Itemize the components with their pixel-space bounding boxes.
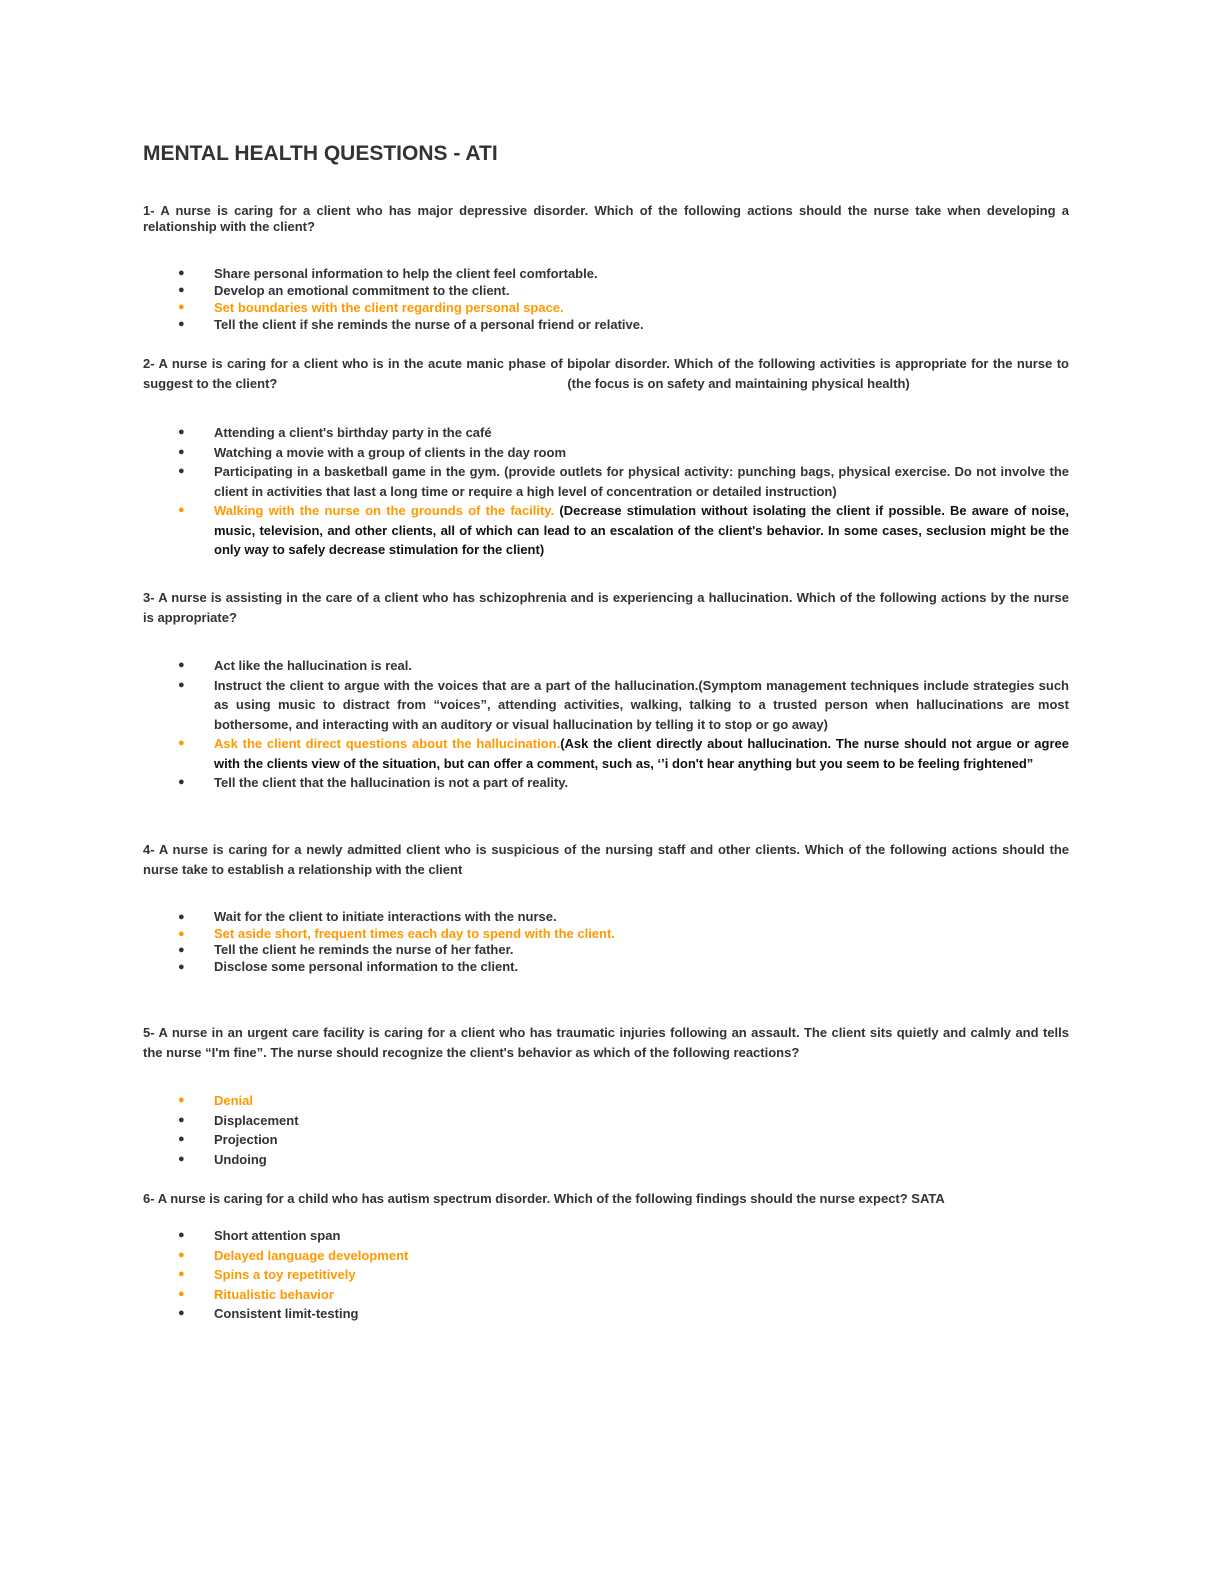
question-text: 3- A nurse is assisting in the care of a client who has schizophrenia and is experiencing a hallucination. Which of the following actions by the nurse is appropriate? [143, 590, 1069, 625]
question-text: 1- A nurse is caring for a client who has major depressive disorder. Which of the following actions should the nurse take when developing a relationship with the client? [143, 203, 1069, 234]
option-text: Tell the client that the hallucination is not a part of reality. [214, 775, 569, 790]
bullet-icon: ● [178, 659, 185, 671]
answer-option [143, 316, 1069, 333]
answer-option [143, 265, 1069, 282]
answer-option [143, 282, 1069, 299]
question-text: 4- A nurse is caring for a newly admitted client who is suspicious of the nursing staff and other clients. Which of the following actions should the nurse take to establish a relationship with the client [143, 842, 1069, 877]
option-text: Displacement [214, 1112, 299, 1128]
bullet-icon: ● [178, 426, 185, 438]
question-stem [143, 1023, 1069, 1062]
answer-options [143, 423, 1069, 560]
option-text: Ask the client direct questions about the hallucination. [214, 736, 561, 751]
question-text: 2- A nurse is caring for a client who is in the acute manic phase of bipolar disorder. Which of the following activities is appropriate for the nurse to suggest to the client? [143, 356, 1069, 391]
option-rationale: (Decrease stimulation without isolating the client if possible. Be aware of noise, music, television, and other clients, all of which can lead to an escalation of the client's behavior. In some cases, seclusion might be the only way to safely decrease stimulation for the client) [214, 503, 1069, 557]
bullet-icon: ● [178, 301, 185, 313]
option-text: Wait for the client to initiate interactions with the nurse. [214, 909, 557, 924]
answer-option [143, 423, 1069, 443]
bullet-icon: ● [178, 1248, 185, 1261]
answer-option [143, 443, 1069, 463]
option-text: Instruct the client to argue with the voices that are a part of the hallucination.(Symptom management techniques include strategies such as using music to distract from “voices”, attending activities, walking, talking to a trusted person when hallucinations are most bothersome, and interacting with an auditory or visual hallucination by telling it to stop or go away) [214, 677, 1069, 732]
option-text: Undoing [214, 1151, 267, 1167]
option-text: Consistent limit-testing [214, 1306, 359, 1321]
bullet-icon: ● [178, 445, 185, 458]
answer-option [143, 676, 1069, 735]
question-stem [143, 354, 1069, 394]
answer-options [143, 656, 1069, 793]
answer-option [143, 1304, 1069, 1324]
question-stem [143, 203, 1069, 235]
option-text: Set aside short, frequent times each day to spend with the client. [214, 925, 615, 941]
answer-option-correct [143, 501, 1069, 560]
answer-option-correct [143, 1265, 1069, 1285]
answer-option [143, 909, 1069, 926]
answer-option-correct [143, 926, 1069, 943]
page-title: MENTAL HEALTH QUESTIONS - ATI [143, 142, 498, 165]
bullet-icon: ● [178, 284, 185, 296]
bullet-icon: ● [178, 944, 185, 956]
answer-option [143, 656, 1069, 676]
answer-option [143, 1111, 1069, 1131]
question-stem [143, 1189, 1069, 1209]
option-text: Projection [214, 1132, 278, 1147]
bullet-icon: ● [178, 1152, 185, 1165]
question-text: 5- A nurse in an urgent care facility is caring for a client who has traumatic injuries following an assault. The client sits quietly and calmly and tells the nurse “I'm fine”. The nurse should recognize the client's behavior as which of the following reactions? [143, 1025, 1069, 1060]
option-text: Delayed language development [214, 1247, 409, 1263]
answer-option-correct [143, 299, 1069, 316]
bullet-icon: ● [178, 1307, 185, 1319]
answer-option [143, 462, 1069, 501]
option-text: Disclose some personal information to the client. [214, 958, 519, 974]
question-note: (the focus is on safety and maintaining physical health) [567, 376, 910, 391]
answer-option-correct [143, 1285, 1069, 1305]
option-text: Participating in a basketball game in the gym. (provide outlets for physical activity: punching bags, physical exercise. Do not involve the client in activities that last a long time or require a high level of concentration or detailed instruction) [214, 464, 1069, 499]
option-text: Act like the hallucination is real. [214, 658, 412, 673]
bullet-icon: ● [178, 1133, 185, 1145]
bullet-icon: ● [178, 678, 185, 691]
bullet-icon: ● [178, 267, 185, 279]
bullet-icon: ● [178, 776, 185, 788]
answer-options [143, 1226, 1069, 1324]
answer-option [143, 959, 1069, 976]
bullet-icon: ● [178, 1094, 185, 1106]
option-text: Set boundaries with the client regarding personal space. [214, 300, 564, 315]
answer-options [143, 1091, 1069, 1169]
bullet-icon: ● [178, 318, 185, 330]
option-text: Walking with the nurse on the grounds of the facility. [214, 503, 555, 518]
answer-option [143, 1150, 1069, 1170]
answer-option [143, 1130, 1069, 1150]
bullet-icon: ● [178, 960, 185, 973]
answer-option [143, 942, 1069, 959]
option-rationale: (Ask the client directly about hallucination. The nurse should not argue or agree with the clients view of the situation, but can offer a comment, such as, ‘’i don't hear anything but you seem to be feeling frightened” [214, 736, 1069, 771]
bullet-icon: ● [178, 911, 185, 923]
bullet-icon: ● [178, 465, 185, 477]
bullet-icon: ● [178, 927, 185, 940]
option-text: Tell the client if she reminds the nurse of a personal friend or relative. [214, 317, 644, 332]
bullet-icon: ● [178, 1268, 185, 1280]
answer-options [143, 909, 1069, 975]
answer-option-correct [143, 1091, 1069, 1111]
option-text: Spins a toy repetitively [214, 1267, 356, 1282]
answer-option [143, 1226, 1069, 1246]
option-text: Develop an emotional commitment to the client. [214, 283, 510, 298]
bullet-icon: ● [178, 1113, 185, 1126]
question-stem [143, 840, 1069, 879]
question-text: 6- A nurse is caring for a child who has autism spectrum disorder. Which of the following findings should the nurse expect? SATA [143, 1191, 945, 1206]
option-text: Watching a movie with a group of clients in the day room [214, 444, 566, 460]
option-text: Short attention span [214, 1228, 341, 1243]
answer-option-correct [143, 1246, 1069, 1266]
bullet-icon: ● [178, 504, 185, 516]
answer-options [143, 265, 1069, 333]
option-text: Share personal information to help the client feel comfortable. [214, 266, 598, 281]
option-text: Ritualistic behavior [214, 1286, 334, 1302]
answer-option [143, 773, 1069, 793]
answer-option-correct [143, 734, 1069, 773]
bullet-icon: ● [178, 1229, 185, 1241]
option-text: Attending a client's birthday party in the café [214, 425, 492, 440]
option-text: Tell the client he reminds the nurse of her father. [214, 942, 514, 957]
bullet-icon: ● [178, 737, 185, 749]
bullet-icon: ● [178, 1287, 185, 1300]
question-stem [143, 588, 1069, 627]
option-text: Denial [214, 1093, 254, 1108]
